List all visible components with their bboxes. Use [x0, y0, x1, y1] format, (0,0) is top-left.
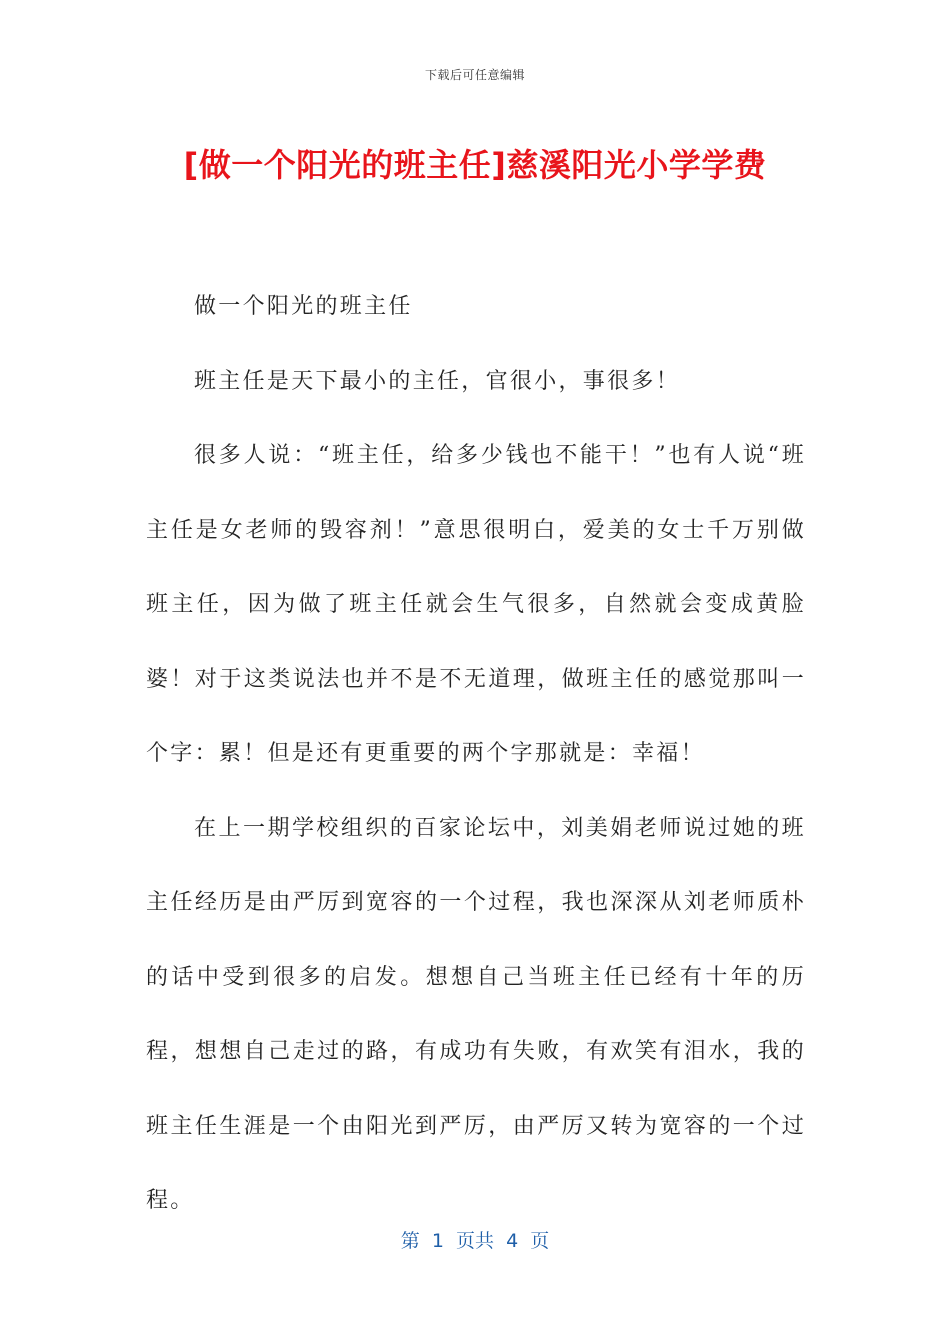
paragraph: 很多人说：“班主任，给多少钱也不能干！”也有人说“班主任是女老师的毁容剂！”意思很明白，爱美的女士千万别做班主任，因为做了班主任就会生气很多，自然就会变成黄脸婆！对于这类说法也并不是不无道理，做班主任的感觉那叫一个字：累！但是还有更重要的两个字那就是：幸福！	[146, 443, 806, 766]
paragraph: 做一个阳光的班主任	[194, 294, 413, 319]
document-title: [做一个阳光的班主任]慈溪阳光小学学费	[183, 146, 767, 184]
header-note: 下载后可任意编辑	[424, 68, 525, 82]
paragraph: 在上一期学校组织的百家论坛中，刘美娟老师说过她的班主任经历是由严厉到宽容的一个过程，我也深深从刘老师质朴的话中受到很多的启发。想想自己当班主任已经有十年的历程，想想自己走过的路，有成功有失败，有欢笑有泪水，我的班主任生涯是一个由阳光到严厉，由严厉又转为宽容的一个过程。	[146, 815, 806, 1213]
document-body	[146, 270, 806, 1239]
page-number-footer: 第 1 页共 4 页	[400, 1230, 550, 1252]
paragraph: 班主任是天下最小的主任，官很小，事很多！	[194, 368, 681, 394]
